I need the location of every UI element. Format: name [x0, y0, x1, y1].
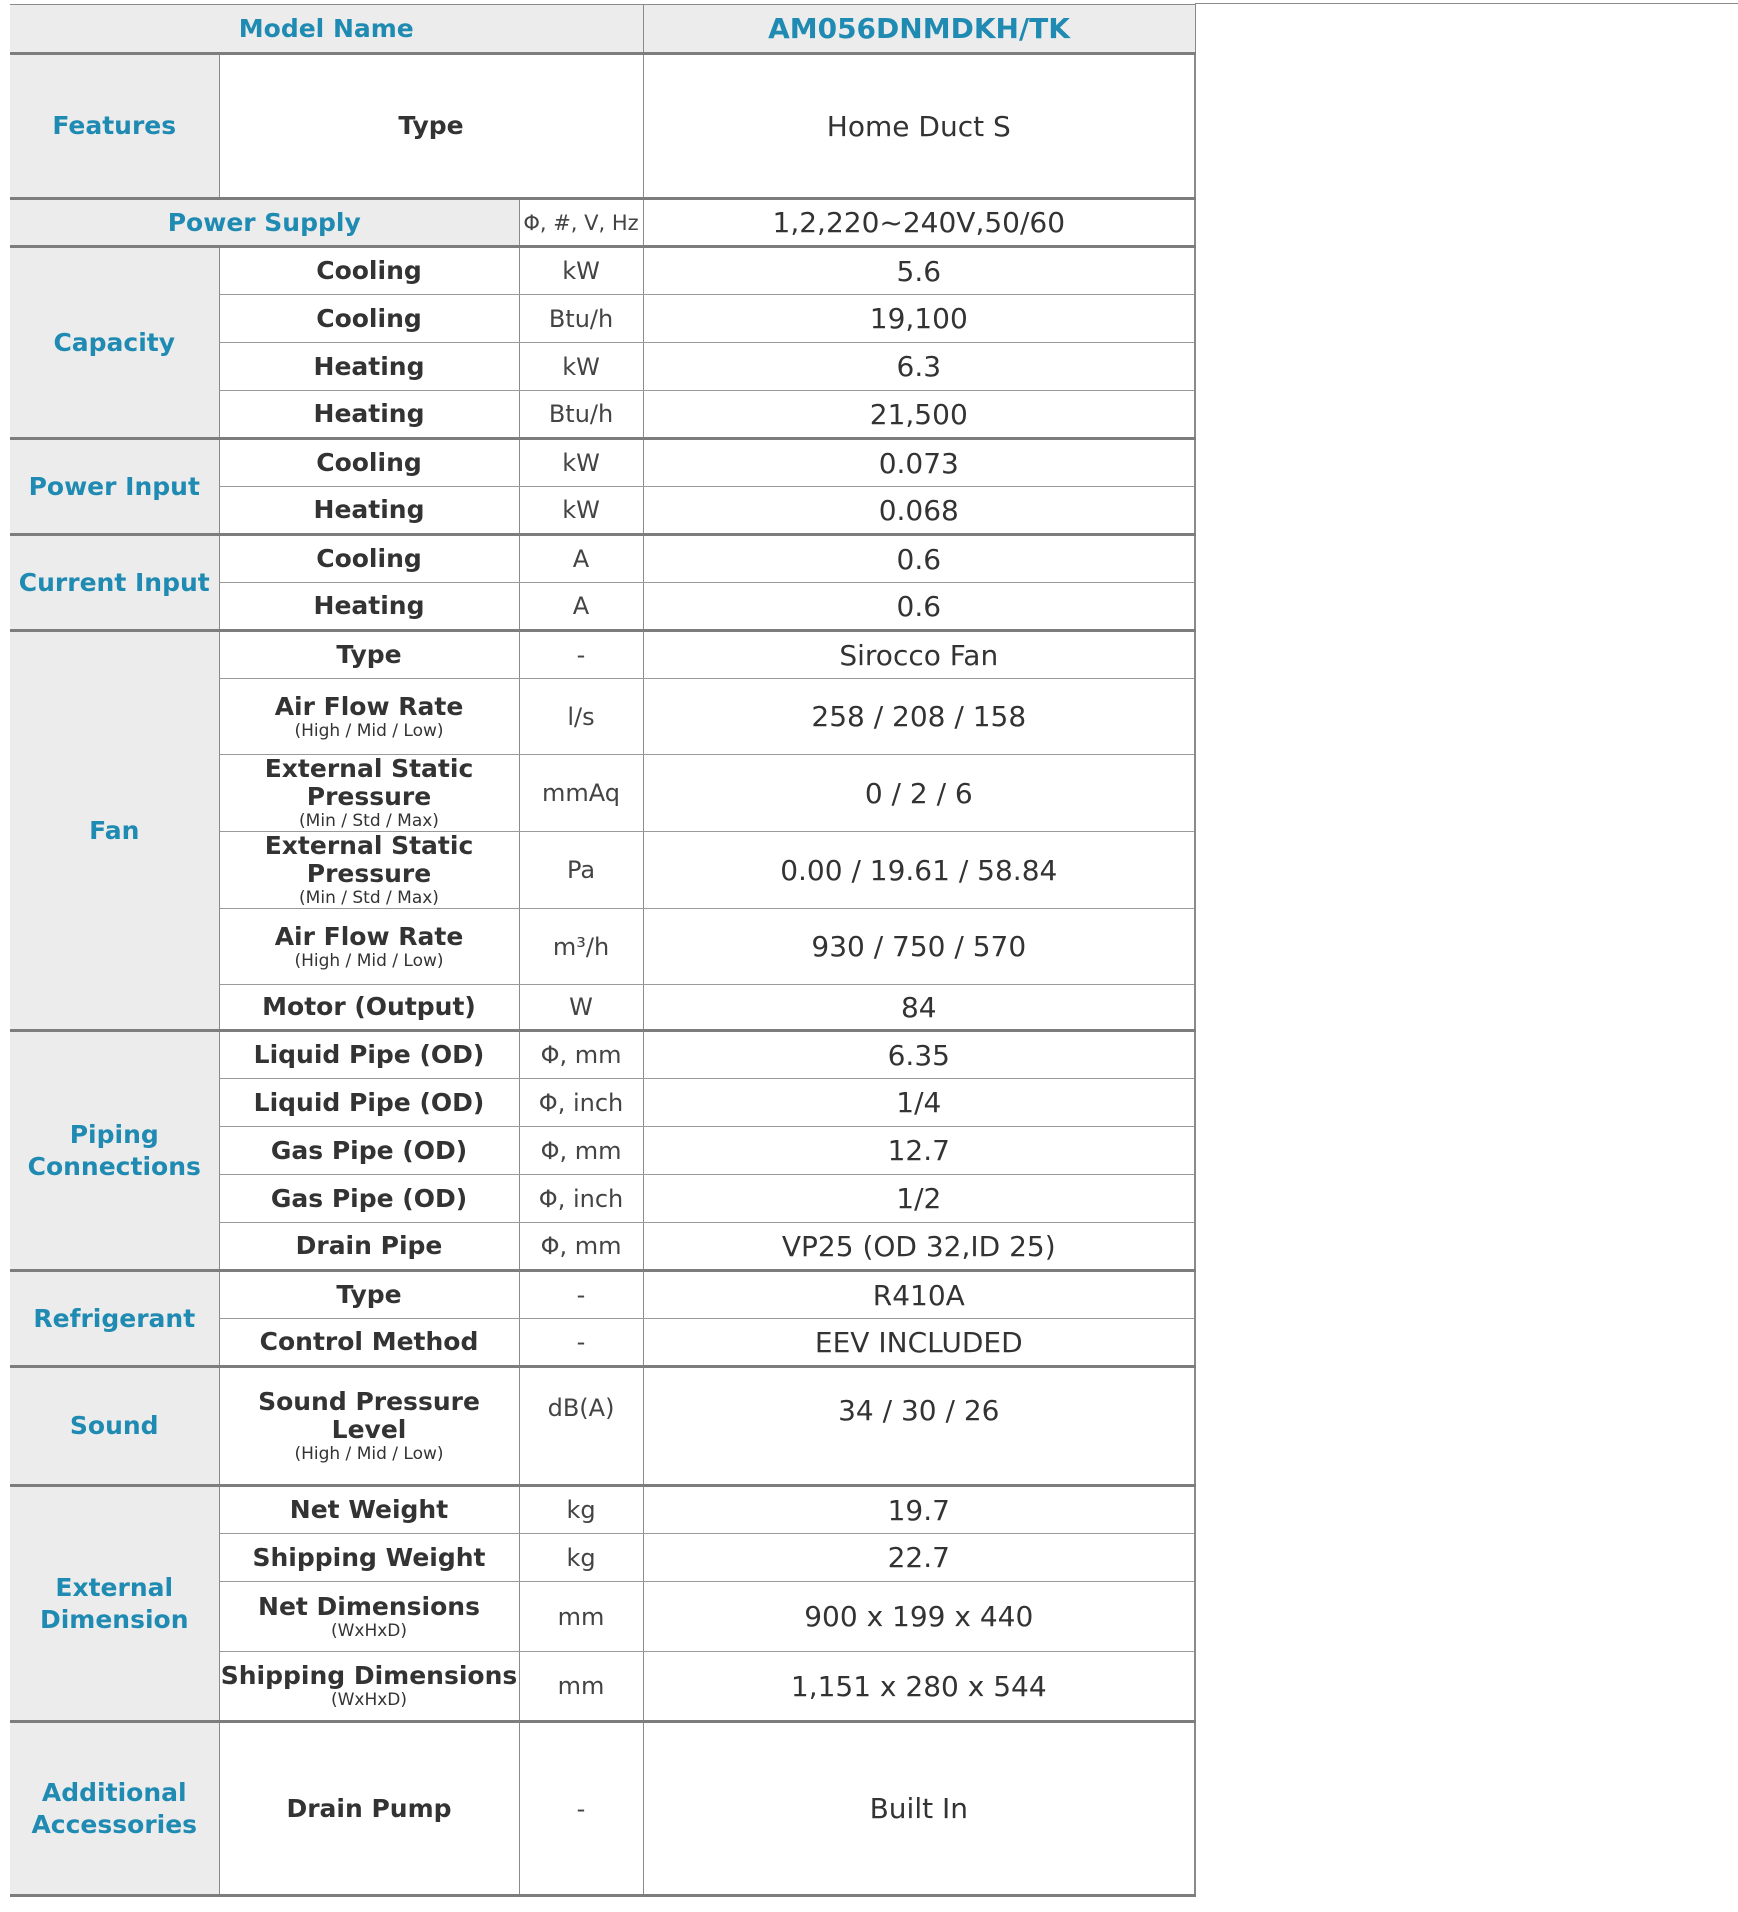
category-line: Piping [69, 1119, 159, 1149]
row-unit: mm [519, 1652, 643, 1722]
row-label: Heating [219, 487, 519, 535]
row-label [219, 755, 519, 832]
row-label-main: Shipping Weight [252, 1542, 486, 1572]
row-unit: kg [519, 1534, 643, 1582]
row-unit: - [519, 631, 643, 679]
row-unit: kW [519, 343, 643, 391]
table-row [10, 1367, 1195, 1486]
row-value: 900 x 199 x 440 [643, 1582, 1195, 1652]
row-unit: Φ, inch [519, 1175, 643, 1223]
row-label [219, 679, 519, 755]
row-value: 5.6 [643, 247, 1195, 295]
table-row [10, 1271, 1195, 1319]
row-unit: - [519, 1319, 643, 1367]
row-unit: kg [519, 1486, 643, 1534]
row-label-sub: (Min / Std / Max) [299, 811, 439, 831]
table-row [10, 1031, 1195, 1079]
power-supply-unit: Φ, #, V, Hz [519, 199, 643, 247]
row-value: Built In [643, 1722, 1195, 1896]
row-label-main: Motor (Output) [262, 992, 476, 1021]
table-row [10, 1486, 1195, 1534]
row-label [219, 1582, 519, 1652]
category-current-input: Current Input [10, 535, 219, 631]
row-label: Gas Pipe (OD) [219, 1175, 519, 1223]
table-row [10, 247, 1195, 295]
row-label [219, 832, 519, 909]
features-type-label: Type [219, 54, 643, 199]
row-value: 258 / 208 / 158 [643, 679, 1195, 755]
category-line: Accessories [31, 1809, 198, 1839]
row-unit: m³/h [519, 909, 643, 985]
row-label-sub: (WxHxD) [330, 1620, 408, 1641]
row-label-sub: (High / Mid / Low) [294, 720, 444, 741]
row-label-main: Shipping Dimensions [220, 1661, 518, 1690]
model-name-value: AM056DNMDKH/TK [643, 5, 1195, 54]
row-label: Drain Pump [219, 1722, 519, 1896]
category-fan: Fan [10, 631, 219, 1031]
row-unit: mm [519, 1582, 643, 1652]
table-row [10, 535, 1195, 583]
table-row [10, 439, 1195, 487]
category-line: Connections [27, 1151, 201, 1181]
category-sound: Sound [10, 1367, 219, 1486]
row-label: Liquid Pipe (OD) [219, 1031, 519, 1079]
row-label-main: Type [336, 640, 402, 669]
row-unit: Φ, mm [519, 1031, 643, 1079]
category-capacity: Capacity [10, 247, 219, 439]
row-value: 0 / 2 / 6 [643, 755, 1195, 832]
row-value: 0.6 [643, 583, 1195, 631]
row-unit: Φ, mm [519, 1127, 643, 1175]
row-label [219, 909, 519, 985]
row-value: 0.00 / 19.61 / 58.84 [643, 832, 1195, 909]
row-unit: W [519, 985, 643, 1031]
row-value: 930 / 750 / 570 [643, 909, 1195, 985]
row-label-main: Net Weight [289, 1495, 449, 1524]
row-unit: Btu/h [519, 295, 643, 343]
category-line: Additional [41, 1777, 187, 1807]
row-label [219, 1652, 519, 1722]
category-additional-accessories [10, 1722, 219, 1896]
row-value: 19,100 [643, 295, 1195, 343]
row-unit: kW [519, 247, 643, 295]
row-value: 21,500 [643, 391, 1195, 439]
row-value: 6.35 [643, 1031, 1195, 1079]
category-power-input: Power Input [10, 439, 219, 535]
row-unit: kW [519, 439, 643, 487]
row-label: Cooling [219, 439, 519, 487]
row-unit: A [519, 583, 643, 631]
features-row [10, 54, 1195, 199]
category-power-supply: Power Supply [10, 199, 519, 247]
category-features: Features [10, 54, 219, 199]
row-label [219, 631, 519, 679]
row-label [219, 1367, 519, 1486]
row-value: 1/2 [643, 1175, 1195, 1223]
power-supply-value: 1,2,220~240V,50/60 [643, 199, 1195, 247]
row-label-sub: (Min / Std / Max) [299, 888, 439, 908]
row-unit: Btu/h [519, 391, 643, 439]
features-type-value: Home Duct S [643, 54, 1195, 199]
row-label: Heating [219, 583, 519, 631]
row-label: Heating [219, 343, 519, 391]
power-supply-row [10, 199, 1195, 247]
row-label: Cooling [219, 247, 519, 295]
row-value: 19.7 [643, 1486, 1195, 1534]
row-value: 12.7 [643, 1127, 1195, 1175]
row-label: Gas Pipe (OD) [219, 1127, 519, 1175]
row-unit: mmAq [519, 755, 643, 832]
row-label: Liquid Pipe (OD) [219, 1079, 519, 1127]
row-label [219, 1534, 519, 1582]
category-external-dimension [10, 1486, 219, 1722]
row-unit: Pa [519, 832, 643, 909]
row-label-main: Air Flow Rate [274, 691, 464, 721]
row-value: 22.7 [643, 1534, 1195, 1582]
category-line: Dimension [39, 1604, 189, 1634]
row-value: 0.073 [643, 439, 1195, 487]
row-label-sub: (High / Mid / Low) [294, 950, 444, 971]
row-label-main: External Static Pressure [264, 754, 474, 811]
row-label-main: Net Dimensions [258, 1591, 480, 1621]
row-unit: l/s [519, 679, 643, 755]
table-row [10, 631, 1195, 679]
row-value: VP25 (OD 32,ID 25) [643, 1223, 1195, 1271]
row-unit: A [519, 535, 643, 583]
category-refrigerant: Refrigerant [10, 1271, 219, 1367]
row-value: 6.3 [643, 343, 1195, 391]
row-label: Cooling [219, 535, 519, 583]
row-value: R410A [643, 1271, 1195, 1319]
row-label: Cooling [219, 295, 519, 343]
row-value: 0.6 [643, 535, 1195, 583]
row-value: 1,151 x 280 x 544 [643, 1652, 1195, 1722]
row-value: 0.068 [643, 487, 1195, 535]
row-unit: Φ, inch [519, 1079, 643, 1127]
row-label-main: Air Flow Rate [274, 921, 464, 951]
model-name-label: Model Name [10, 5, 643, 54]
category-line: External [55, 1572, 174, 1602]
table-row [10, 1722, 1195, 1896]
row-value: Sirocco Fan [643, 631, 1195, 679]
row-label: Drain Pipe [219, 1223, 519, 1271]
top-rule [1195, 3, 1738, 4]
row-label [219, 985, 519, 1031]
row-unit: dB(A) [519, 1367, 643, 1486]
row-value: 84 [643, 985, 1195, 1031]
row-value: 34 / 30 / 26 [643, 1367, 1195, 1486]
row-unit: Φ, mm [519, 1223, 643, 1271]
row-label-sub: (WxHxD) [330, 1690, 408, 1710]
row-label [219, 1486, 519, 1534]
row-label-sub: (High / Mid / Low) [294, 1444, 444, 1464]
row-label: Type [219, 1271, 519, 1319]
row-unit: - [519, 1271, 643, 1319]
row-label-main: Sound Pressure Level [258, 1387, 480, 1444]
row-label: Control Method [219, 1319, 519, 1367]
category-piping-connections [10, 1031, 219, 1271]
row-label: Heating [219, 391, 519, 439]
row-label-main: External Static Pressure [264, 831, 474, 888]
row-unit: - [519, 1722, 643, 1896]
row-unit: kW [519, 487, 643, 535]
row-value: EEV INCLUDED [643, 1319, 1195, 1367]
spec-table [10, 4, 1196, 1897]
header-row [10, 5, 1195, 54]
row-value: 1/4 [643, 1079, 1195, 1127]
